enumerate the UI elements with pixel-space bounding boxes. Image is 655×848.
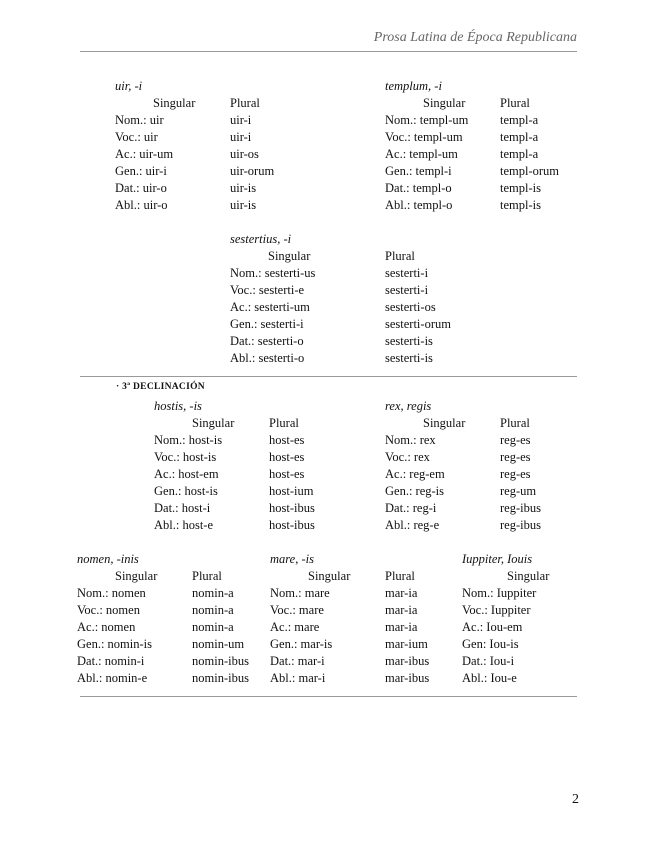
singular-form: Gen: Iou-is — [462, 637, 519, 651]
singular-header: Singular — [423, 416, 466, 430]
singular-form: Ac.: sesterti-um — [230, 300, 310, 314]
running-header-title: Prosa Latina de Época Republicana — [373, 30, 577, 45]
singular-form: Dat.: sesterti-o — [230, 334, 304, 348]
singular-form: Ac.: nomen — [77, 620, 136, 634]
singular-form: Dat.: templ-o — [385, 181, 452, 195]
plural-form: mar-ibus — [385, 671, 430, 685]
plural-form: host-ibus — [269, 501, 315, 515]
plural-form: templ-a — [500, 147, 539, 161]
singular-form: Voc.: sesterti-e — [230, 283, 305, 297]
singular-header: Singular — [423, 96, 466, 110]
plural-form: uir-orum — [230, 164, 275, 178]
plural-form: mar-ia — [385, 586, 418, 600]
singular-form: Nom.: host-is — [154, 433, 223, 447]
plural-form: templ-is — [500, 181, 541, 195]
singular-form: Nom.: mare — [270, 586, 330, 600]
plural-form: reg-es — [500, 433, 531, 447]
singular-header: Singular — [192, 416, 235, 430]
singular-form: Dat.: reg-i — [385, 501, 437, 515]
singular-form: Gen.: templ-i — [385, 164, 452, 178]
singular-form: Ac.: mare — [270, 620, 320, 634]
singular-form: Voc.: Iuppiter — [462, 603, 531, 617]
singular-header: Singular — [268, 249, 311, 263]
singular-form: Voc.: nomen — [77, 603, 140, 617]
singular-form: Dat.: uir-o — [115, 181, 167, 195]
paradigm-title: mare, -is — [270, 552, 314, 566]
singular-header: Singular — [308, 569, 351, 583]
plural-form: uir-is — [230, 181, 257, 195]
singular-form: Nom.: nomen — [77, 586, 146, 600]
plural-form: nomin-a — [192, 620, 234, 634]
singular-form: Voc.: uir — [115, 130, 158, 144]
singular-form: Voc.: rex — [385, 450, 430, 464]
singular-form: Gen.: reg-is — [385, 484, 445, 498]
plural-form: sesterti-is — [385, 334, 433, 348]
plural-form: sesterti-i — [385, 266, 429, 280]
plural-form: uir-os — [230, 147, 259, 161]
plural-header: Plural — [385, 569, 415, 583]
singular-form: Abl.: nomin-e — [77, 671, 148, 685]
plural-form: nomin-ibus — [192, 671, 249, 685]
singular-form: Nom.: rex — [385, 433, 436, 447]
plural-form: host-es — [269, 450, 305, 464]
plural-form: mar-ia — [385, 620, 418, 634]
plural-header: Plural — [385, 249, 415, 263]
paradigm-title: nomen, -inis — [77, 552, 139, 566]
singular-form: Dat.: nomin-i — [77, 654, 145, 668]
singular-form: Abl.: templ-o — [385, 198, 453, 212]
plural-form: sesterti-is — [385, 351, 433, 365]
plural-form: reg-ibus — [500, 501, 541, 515]
plural-form: uir-i — [230, 130, 252, 144]
plural-header: Plural — [192, 569, 222, 583]
plural-form: sesterti-os — [385, 300, 436, 314]
singular-form: Voc.: host-is — [154, 450, 217, 464]
singular-form: Gen.: sesterti-i — [230, 317, 304, 331]
plural-header: Plural — [500, 96, 530, 110]
singular-form: Dat.: Iou-i — [462, 654, 515, 668]
plural-form: host-es — [269, 433, 305, 447]
singular-form: Voc.: templ-um — [385, 130, 463, 144]
singular-form: Dat.: mar-i — [270, 654, 325, 668]
plural-form: nomin-um — [192, 637, 245, 651]
plural-form: sesterti-orum — [385, 317, 451, 331]
plural-form: templ-a — [500, 130, 539, 144]
paradigm-title: uir, -i — [115, 79, 143, 93]
plural-form: reg-ibus — [500, 518, 541, 532]
paradigm-title: rex, regis — [385, 399, 432, 413]
singular-form: Ac.: templ-um — [385, 147, 458, 161]
plural-header: Plural — [269, 416, 299, 430]
header-rule — [80, 51, 577, 52]
plural-form: nomin-a — [192, 603, 234, 617]
singular-form: Nom.: templ-um — [385, 113, 469, 127]
plural-form: templ-orum — [500, 164, 560, 178]
paradigm-title: sestertius, -i — [230, 232, 292, 246]
singular-form: Gen.: uir-i — [115, 164, 167, 178]
paradigm-title: templum, -i — [385, 79, 442, 93]
plural-form: uir-is — [230, 198, 257, 212]
plural-header: Plural — [500, 416, 530, 430]
plural-form: host-es — [269, 467, 305, 481]
plural-form: sesterti-i — [385, 283, 429, 297]
plural-form: mar-ium — [385, 637, 428, 651]
singular-header: Singular — [115, 569, 158, 583]
plural-header: Plural — [230, 96, 260, 110]
singular-header: Singular — [153, 96, 196, 110]
paradigm-title: hostis, -is — [154, 399, 202, 413]
singular-form: Voc.: mare — [270, 603, 324, 617]
section-rule — [80, 376, 577, 377]
singular-form: Abl.: uir-o — [115, 198, 168, 212]
singular-form: Abl.: Iou-e — [462, 671, 517, 685]
plural-form: reg-um — [500, 484, 537, 498]
singular-form: Ac.: reg-em — [385, 467, 445, 481]
singular-form: Abl.: mar-i — [270, 671, 326, 685]
singular-form: Nom.: uir — [115, 113, 164, 127]
section-heading-third-declension: · 3ª DECLINACIÓN — [116, 382, 205, 392]
singular-form: Ac.: Iou-em — [462, 620, 523, 634]
footer-rule — [80, 696, 577, 697]
singular-form: Abl.: sesterti-o — [230, 351, 305, 365]
plural-form: uir-i — [230, 113, 252, 127]
plural-form: templ-a — [500, 113, 539, 127]
singular-form: Dat.: host-i — [154, 501, 211, 515]
singular-form: Nom.: Iuppiter — [462, 586, 537, 600]
page-number: 2 — [572, 792, 579, 807]
singular-header: Singular — [507, 569, 550, 583]
plural-form: mar-ia — [385, 603, 418, 617]
plural-form: mar-ibus — [385, 654, 430, 668]
singular-form: Gen.: host-is — [154, 484, 218, 498]
singular-form: Abl.: reg-e — [385, 518, 440, 532]
singular-form: Abl.: host-e — [154, 518, 214, 532]
singular-form: Ac.: host-em — [154, 467, 219, 481]
singular-form: Nom.: sesterti-us — [230, 266, 316, 280]
plural-form: nomin-a — [192, 586, 234, 600]
singular-form: Gen.: nomin-is — [77, 637, 152, 651]
plural-form: reg-es — [500, 450, 531, 464]
plural-form: reg-es — [500, 467, 531, 481]
plural-form: nomin-ibus — [192, 654, 249, 668]
plural-form: host-ium — [269, 484, 314, 498]
plural-form: host-ibus — [269, 518, 315, 532]
plural-form: templ-is — [500, 198, 541, 212]
singular-form: Ac.: uir-um — [115, 147, 174, 161]
paradigm-title: Iuppiter, Iouis — [462, 552, 533, 566]
singular-form: Gen.: mar-is — [270, 637, 333, 651]
